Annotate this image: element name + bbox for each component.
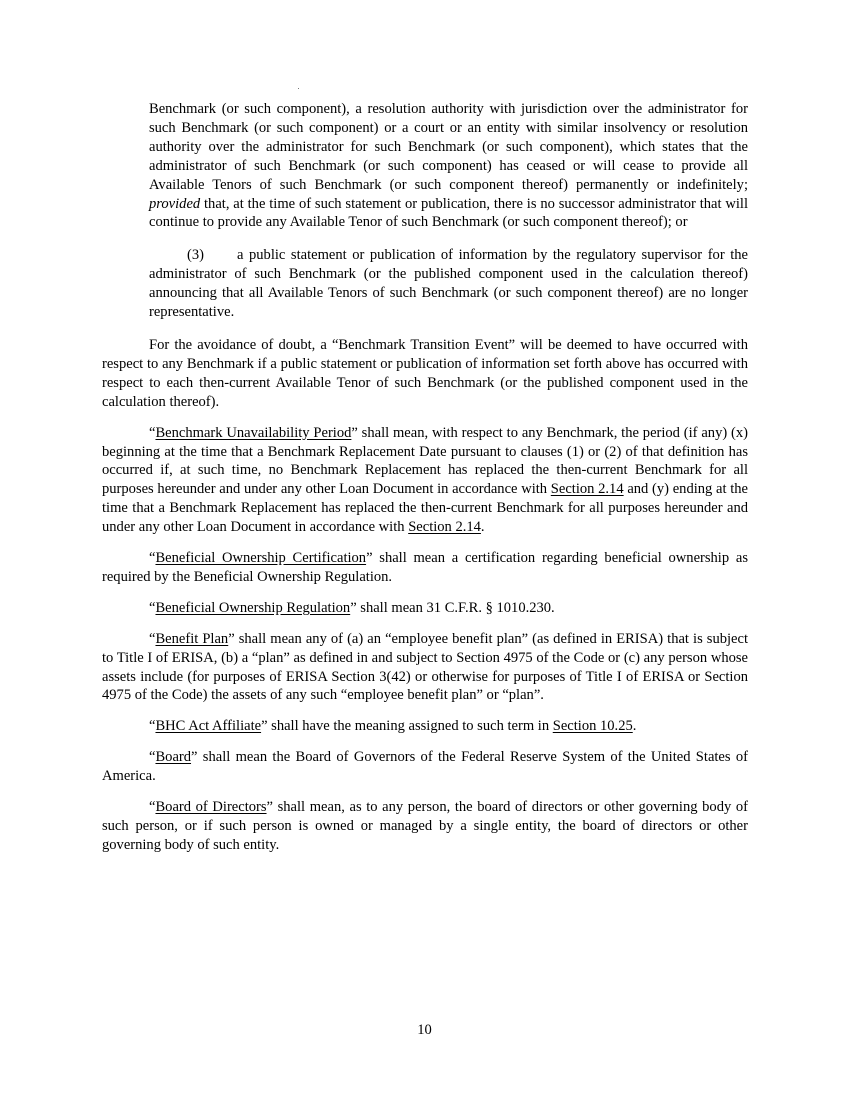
section-2-14-reference-1: Section 2.14 (550, 481, 624, 498)
scan-speck (298, 88, 299, 89)
clause-3-text: a public statement or publication of information by the regulatory supervisor for the administrator of such Benchmark (or the published component used in the calculation thereof) announcing that all Available Tenors of such Benchmark (or such component thereof) are no longer representative. (149, 247, 748, 321)
continuation-text-2: that, at the time of such statement or publication, there is no successor administrator that will continue to provide any Available Tenor of such Benchmark (or such component thereof); or (149, 195, 748, 231)
open-quote: “ (149, 599, 156, 616)
definition-text-2: and (y) ending at the time that a Benchmark Replacement has replaced the then-current Benchmark for all purposes hereunder and under any other Loan Document in accordance with (102, 481, 748, 536)
defined-term-board-of-directors: Board of Directors (155, 799, 267, 816)
defined-term-benchmark-unavailability-period: Benchmark Unavailability Period (155, 424, 352, 441)
definition-board-of-directors (102, 798, 748, 855)
open-quote: “ (149, 718, 156, 735)
definition-board (102, 748, 748, 786)
definition-bhc-act-affiliate (102, 717, 748, 736)
open-quote: “ (149, 749, 156, 766)
definition-beneficial-ownership-regulation (102, 599, 748, 618)
document-body (102, 100, 748, 867)
definition-text: ” shall mean any of (a) an “employee benefit plan” (as defined in ERISA) that is subject to Title I of ERISA, (b) a “plan” as defined in and subject to Section 4975 of the Code or (c) any person whose assets include (for purposes of ERISA Section 3(42) or otherwise for purposes of Title I of ERISA or Section 4975 of the Code) the assets of any such “employee benefit plan” or “plan”. (102, 630, 748, 704)
definition-end: . (632, 718, 637, 735)
open-quote: “ (149, 799, 156, 816)
clause-3-number: (3) (187, 247, 204, 264)
section-10-25-reference: Section 10.25 (552, 718, 633, 735)
benchmark-transition-continuation (149, 100, 748, 232)
avoidance-of-doubt-text: For the avoidance of doubt, a “Benchmark Transition Event” will be deemed to have occurred with respect to any Benchmark if a public statement or publication of information set forth above has occurred with respect to each then-current Available Tenor of such Benchmark (or the published component used in the calculation thereof). (102, 336, 748, 410)
clause-3-paragraph (149, 246, 748, 322)
definition-benefit-plan (102, 630, 748, 706)
avoidance-of-doubt-paragraph (102, 336, 748, 412)
definition-benchmark-unavailability-period (102, 424, 748, 537)
defined-term-board: Board (155, 749, 192, 766)
definition-beneficial-ownership-certification (102, 549, 748, 587)
definition-text: ” shall mean 31 C.F.R. § 1010.230. (350, 599, 555, 616)
definition-end: . (480, 519, 485, 536)
section-2-14-reference-2: Section 2.14 (408, 519, 481, 536)
open-quote: “ (149, 424, 156, 441)
open-quote: “ (149, 550, 156, 567)
defined-term-bhc-act-affiliate: BHC Act Affiliate (155, 718, 262, 735)
definition-text: ” shall mean the Board of Governors of the Federal Reserve System of the United States of America. (102, 749, 748, 785)
open-quote: “ (149, 630, 156, 647)
continuation-text-1: Benchmark (or such component), a resolution authority with jurisdiction over the administrator for such Benchmark (or such component) or a court or an entity with similar insolvency or resolution authority over the administrator for such Benchmark (or such component), which states that the administrator of such Benchmark (or such component) has ceased or will cease to provide all Available Tenors of such Benchmark (or such component thereof) permanently or indefinitely; (149, 101, 748, 193)
definition-text: ” shall have the meaning assigned to such term in (261, 718, 553, 735)
defined-term-beneficial-ownership-certification: Beneficial Ownership Certification (155, 550, 367, 567)
defined-term-benefit-plan: Benefit Plan (155, 630, 229, 647)
definition-text: ” shall mean, as to any person, the board of directors or other governing body of such person, or if such person is owned or managed by a single entity, the board of directors or other governing body of such entity. (102, 799, 748, 853)
page-number: 10 (417, 1022, 432, 1038)
definition-text: ” shall mean a certification regarding beneficial ownership as required by the Beneficial Ownership Regulation. (102, 550, 748, 585)
defined-term-beneficial-ownership-regulation: Beneficial Ownership Regulation (155, 599, 351, 616)
continuation-italic-proviso: provided (149, 195, 201, 212)
definition-text-1: ” shall mean, with respect to any Benchmark, the period (if any) (x) beginning at the time that a Benchmark Replacement Date pursuant to clauses (1) or (2) of that definition has occurred if, at such time, no Benchmark Replacement has replaced the then-current Benchmark for all purposes hereunder and under any other Loan Document in accordance with (102, 424, 748, 498)
